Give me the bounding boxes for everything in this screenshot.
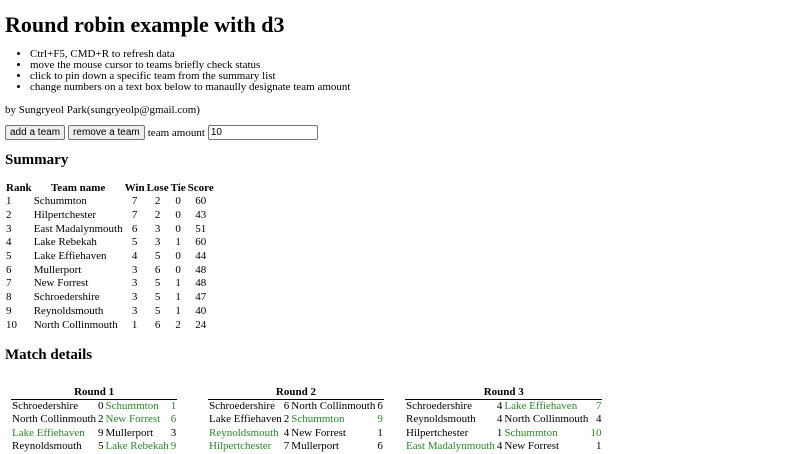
home-team[interactable]: Lake Effiehaven [12, 426, 85, 439]
home-score: 4 [496, 399, 503, 412]
summary-row[interactable] [5, 195, 215, 209]
score-cell: 60 [195, 236, 207, 249]
score-cell: 24 [195, 318, 207, 331]
home-team[interactable]: Schroedershire [406, 399, 472, 412]
tie-cell: 2 [175, 318, 181, 331]
home-team[interactable]: Schroedershire [12, 399, 78, 412]
match-row [208, 427, 384, 441]
score-cell: 48 [195, 263, 207, 276]
home-score: 4 [283, 426, 290, 439]
away-team[interactable]: New Forrest [105, 413, 161, 426]
away-team[interactable]: New Forrest [291, 426, 346, 439]
round-table [11, 386, 177, 454]
home-score: 0 [98, 399, 104, 412]
win-cell: 3 [131, 277, 138, 290]
lose-cell: 3 [154, 236, 161, 249]
away-score: 6 [170, 413, 177, 426]
match-row [11, 413, 177, 427]
away-score: 1 [170, 399, 177, 412]
summary-row[interactable] [5, 277, 215, 291]
summary-heading: Summary [5, 152, 69, 168]
team-name-cell: Lake Effiehaven [33, 250, 107, 263]
home-score: 4 [496, 440, 503, 453]
instruction-item: • Ctrl+F5, CMD+R to refresh data [30, 49, 350, 60]
score-cell: 48 [195, 277, 207, 290]
team-name-cell: New Forrest [33, 277, 89, 290]
rank-cell: 5 [6, 250, 12, 263]
away-score: 1 [595, 440, 602, 453]
team-name-cell: Reynoldsmouth [33, 304, 104, 317]
score-cell: 44 [195, 250, 207, 263]
away-team[interactable]: Mullerport [105, 426, 154, 439]
team-name-cell: North Collinmouth [33, 318, 118, 331]
summary-row[interactable] [5, 236, 215, 250]
home-team[interactable]: Reynoldsmouth [12, 440, 82, 453]
rank-cell: 4 [6, 236, 12, 249]
home-score: 9 [98, 426, 104, 439]
win-cell: 3 [131, 263, 138, 276]
home-team[interactable]: Schroedershire [209, 399, 275, 412]
away-score: 4 [595, 413, 602, 426]
tie-cell: 0 [175, 250, 181, 263]
summary-row[interactable] [5, 291, 215, 305]
away-team[interactable]: North Collinmouth [504, 413, 589, 426]
rank-cell: 9 [6, 304, 12, 317]
away-score: 6 [377, 440, 383, 453]
lose-cell: 3 [154, 222, 161, 235]
home-score: 5 [98, 440, 104, 453]
col-header-win: Win [124, 182, 145, 194]
away-team[interactable]: Mullerport [291, 440, 339, 453]
home-score: 2 [98, 413, 104, 426]
away-team[interactable]: Schummton [105, 399, 159, 412]
rank-cell: 10 [6, 318, 17, 331]
away-team[interactable]: Schummton [504, 426, 558, 439]
tie-cell: 1 [175, 304, 181, 317]
team-name-cell: Lake Rebekah [33, 236, 97, 249]
summary-row[interactable] [5, 209, 215, 223]
tie-cell: 0 [175, 263, 181, 276]
summary-row[interactable] [5, 263, 215, 277]
home-score: 7 [283, 440, 290, 453]
team-amount-input[interactable] [208, 125, 318, 140]
match-details-heading: Match details [5, 347, 93, 363]
byline: by Sungryeol Park(sungryeolp@gmail.com) [5, 104, 200, 116]
rank-cell: 1 [6, 195, 12, 208]
rank-cell: 7 [6, 277, 12, 290]
tie-cell: 0 [175, 195, 181, 208]
lose-cell: 5 [154, 250, 161, 263]
win-cell: 4 [131, 250, 138, 263]
summary-row[interactable] [5, 305, 215, 319]
away-team[interactable]: Schummton [291, 413, 345, 426]
lose-cell: 6 [154, 263, 161, 276]
home-score: 6 [283, 399, 290, 412]
round-title: Round 1 [74, 386, 115, 398]
win-cell: 7 [131, 195, 138, 208]
add-team-button[interactable]: add a team [5, 125, 65, 140]
win-cell: 3 [131, 304, 138, 317]
match-row [405, 399, 602, 413]
home-score: 2 [283, 413, 290, 426]
home-team[interactable]: Reynoldsmouth [209, 426, 279, 439]
team-name-cell: Hilpertchester [33, 209, 96, 222]
home-team[interactable]: North Collinmouth [12, 413, 97, 426]
score-cell: 51 [195, 222, 207, 235]
tie-cell: 1 [175, 291, 181, 304]
match-row [405, 440, 602, 454]
match-row [11, 427, 177, 441]
away-team[interactable]: North Collinmouth [291, 399, 376, 412]
lose-cell: 5 [154, 291, 161, 304]
score-cell: 47 [195, 291, 207, 304]
col-header-rank: Rank [6, 182, 32, 194]
round-title: Round 3 [483, 386, 524, 398]
lose-cell: 6 [154, 318, 161, 331]
match-row [405, 413, 602, 427]
summary-row[interactable] [5, 250, 215, 264]
col-header-score: Score [187, 182, 214, 194]
home-team[interactable]: Reynoldsmouth [406, 413, 476, 426]
lose-cell: 5 [154, 304, 161, 317]
home-team[interactable]: East Madalynmouth [406, 440, 495, 453]
team-name-cell: Schroedershire [33, 291, 100, 304]
summary-header-row [5, 181, 215, 195]
team-name-cell: Mullerport [33, 263, 82, 276]
rank-cell: 3 [6, 222, 12, 235]
away-team[interactable]: Lake Effiehaven [504, 399, 578, 412]
home-score: 1 [496, 426, 503, 439]
away-score: 3 [170, 426, 177, 439]
win-cell: 7 [131, 209, 138, 222]
remove-team-button[interactable]: remove a team [68, 125, 145, 140]
win-cell: 1 [131, 318, 138, 331]
match-row [208, 413, 384, 427]
score-cell: 60 [195, 195, 207, 208]
instruction-item: • move the mouse cursor to teams briefly check status [30, 60, 350, 71]
page-title: Round robin example with d3 [5, 12, 285, 37]
round-table [405, 386, 602, 454]
away-team[interactable]: Lake Rebekah [105, 440, 169, 453]
team-controls [5, 125, 318, 140]
col-header-tie: Tie [170, 182, 186, 194]
rank-cell: 2 [6, 209, 12, 222]
summary-table [5, 181, 215, 332]
away-score: 1 [377, 426, 383, 439]
instructions-list [5, 49, 350, 93]
tie-cell: 1 [175, 277, 181, 290]
home-score: 4 [496, 413, 503, 426]
match-row [405, 427, 602, 441]
team-amount-label: team amount [147, 126, 205, 139]
instruction-item: • change numbers on a text box below to manaully designate team amount [30, 82, 350, 93]
summary-body [5, 195, 215, 332]
win-cell: 5 [131, 236, 138, 249]
home-team[interactable]: Hilpertchester [406, 426, 469, 439]
tie-cell: 1 [175, 236, 181, 249]
tie-cell: 0 [175, 222, 181, 235]
win-cell: 3 [131, 291, 138, 304]
lose-cell: 5 [154, 277, 161, 290]
rank-cell: 8 [6, 291, 12, 304]
instruction-item: • click to pin down a specific team from the summary list [30, 71, 350, 82]
rank-cell: 6 [6, 263, 12, 276]
summary-row[interactable] [5, 222, 215, 236]
match-row [208, 440, 384, 454]
summary-row[interactable] [5, 318, 215, 332]
match-row [208, 399, 384, 413]
win-cell: 6 [131, 222, 138, 235]
match-row [11, 399, 177, 413]
score-cell: 43 [195, 209, 207, 222]
col-header-lose: Lose [146, 182, 169, 194]
match-row [11, 440, 177, 454]
round-title: Round 2 [275, 386, 316, 398]
home-team[interactable]: Hilpertchester [209, 440, 272, 453]
score-cell: 40 [195, 304, 207, 317]
lose-cell: 2 [154, 195, 161, 208]
away-score: 9 [377, 413, 383, 426]
tie-cell: 0 [175, 209, 181, 222]
home-team[interactable]: Lake Effiehaven [209, 413, 282, 426]
away-score: 7 [595, 399, 602, 412]
team-name-cell: Schummton [33, 195, 87, 208]
away-score: 6 [377, 399, 383, 412]
team-name-cell: East Madalynmouth [33, 222, 123, 235]
away-score: 10 [590, 426, 602, 439]
lose-cell: 2 [154, 209, 161, 222]
col-header-team: Team name [50, 182, 106, 194]
away-team[interactable]: New Forrest [504, 440, 560, 453]
away-score: 9 [170, 440, 177, 453]
round-table [208, 386, 384, 454]
